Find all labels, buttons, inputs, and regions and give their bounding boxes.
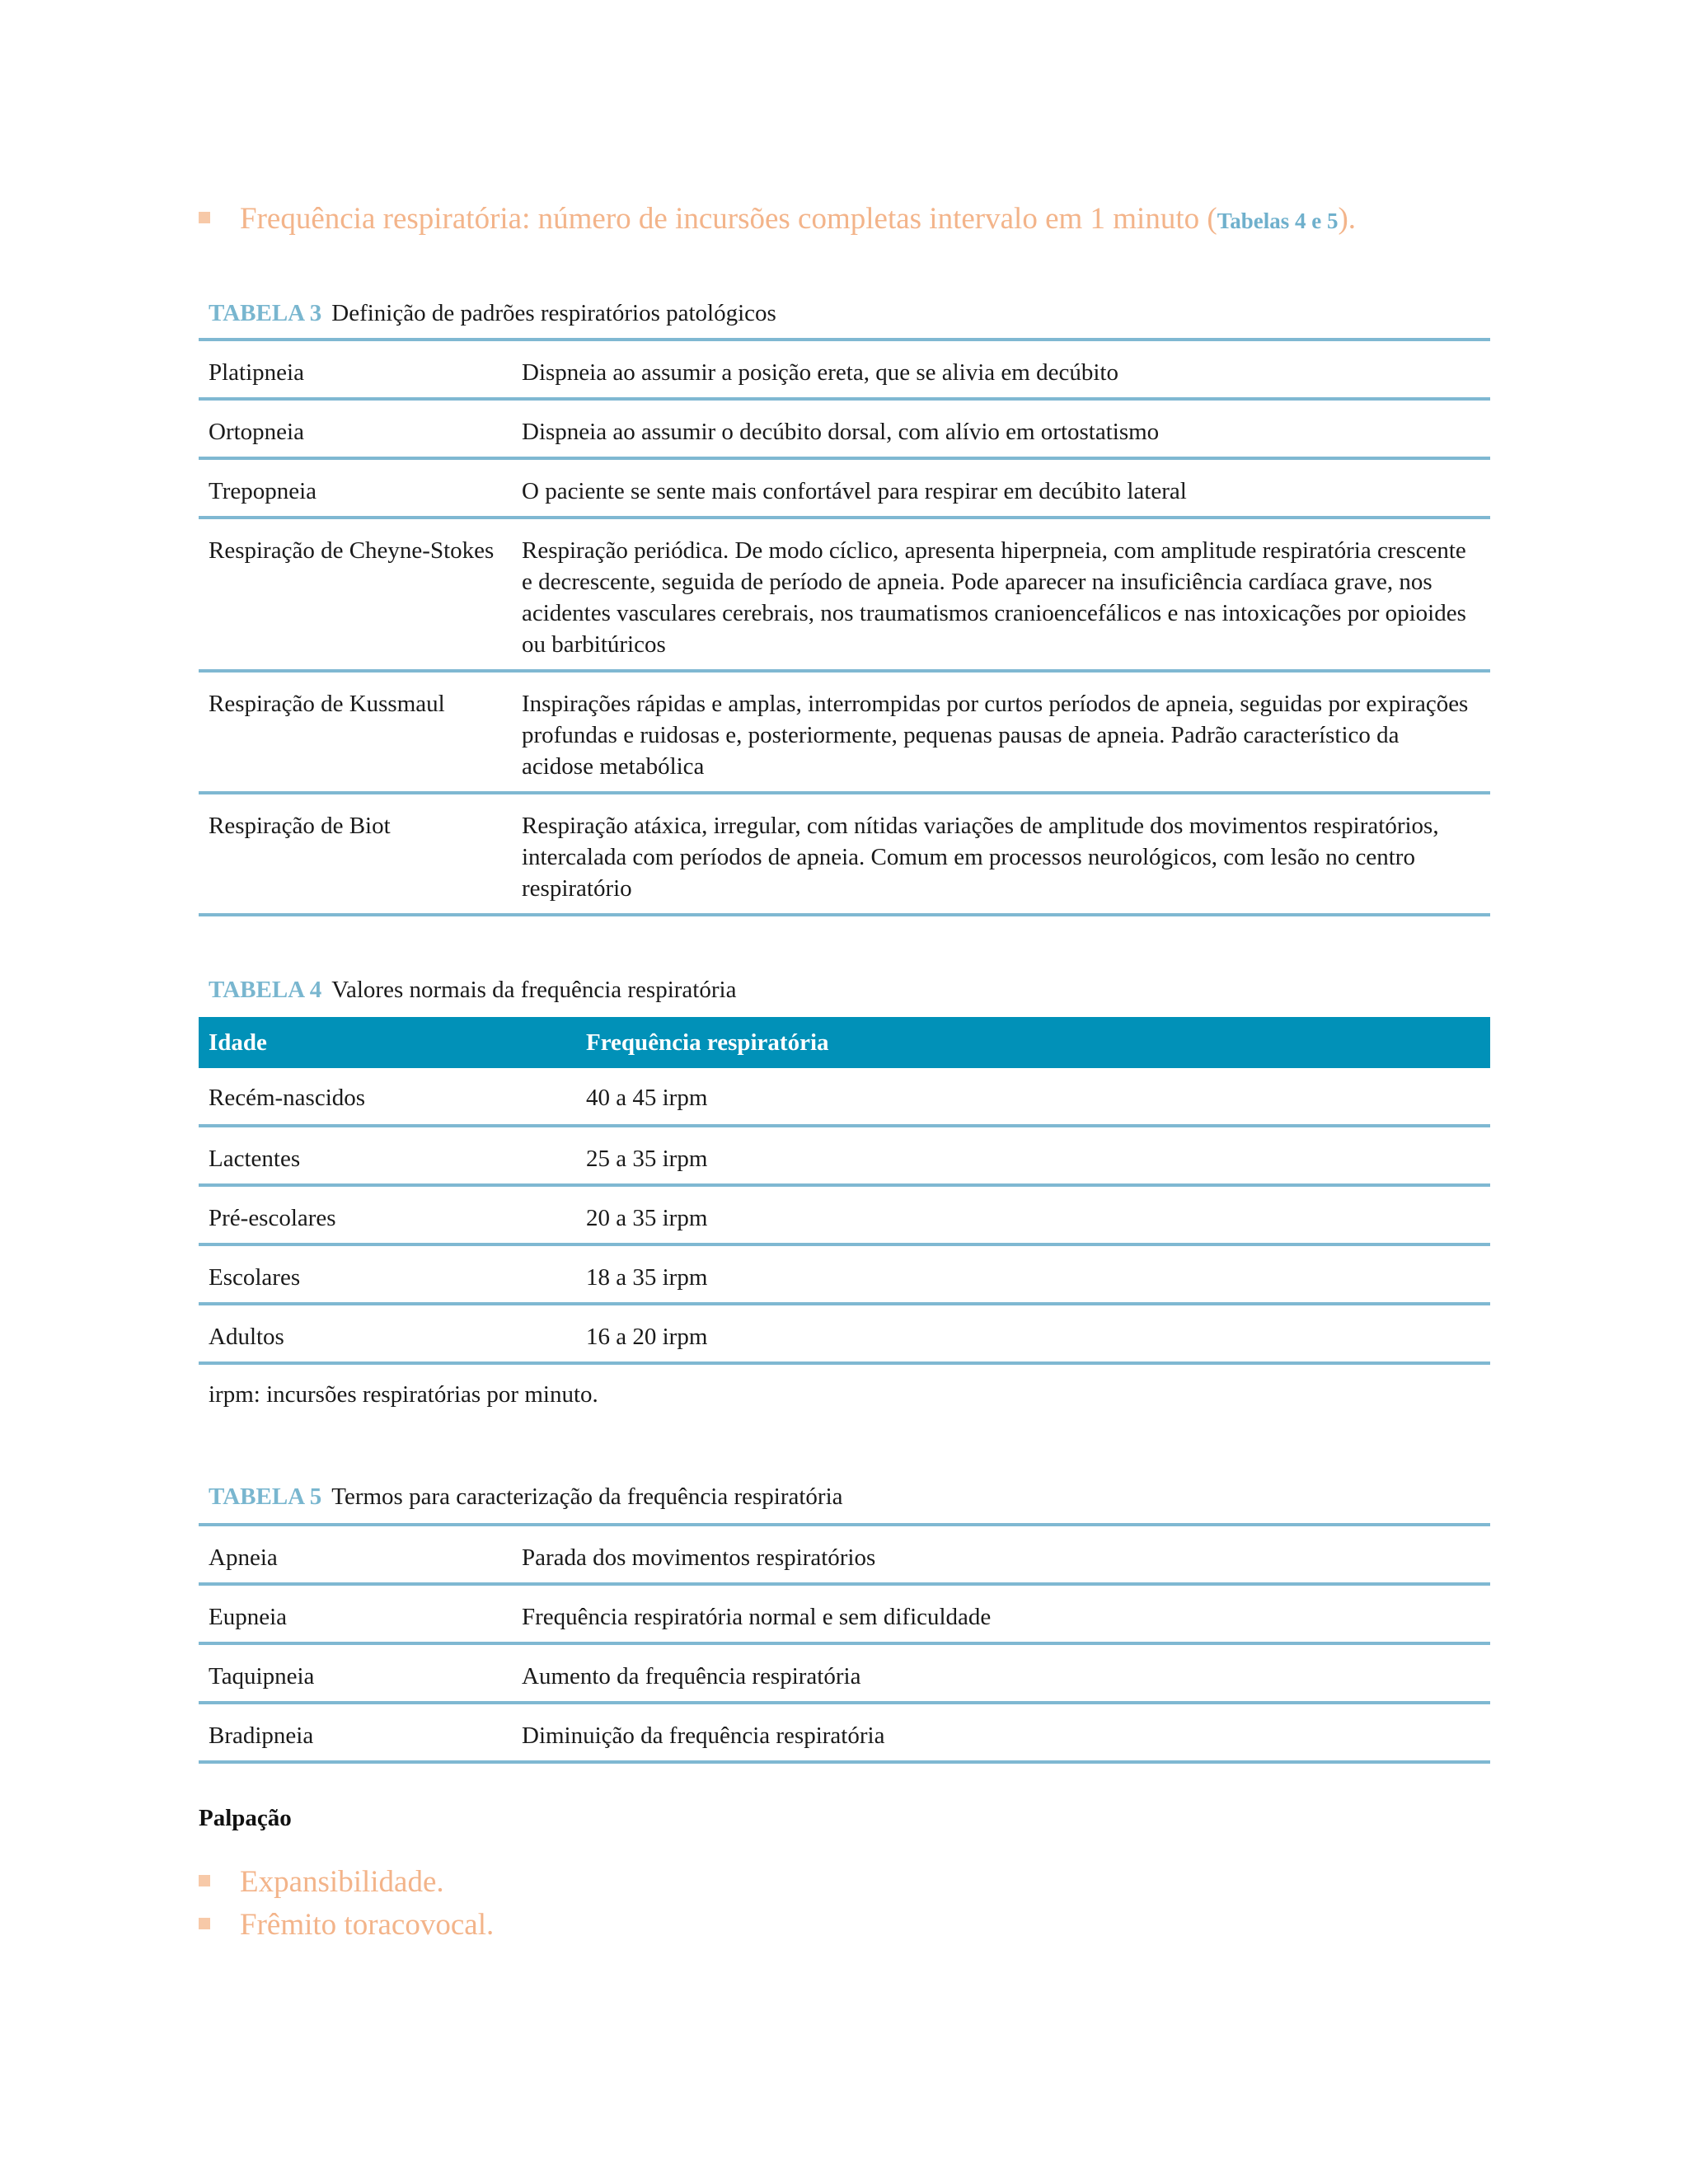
table-row bbox=[199, 1704, 1490, 1760]
table-definition: Inspirações rápidas e amplas, interrompidas por curtos períodos de apneia, seguidas por expirações profundas e ruidosas e, posteriormente, pequenas pausas de apneia. Padrão característico da acidose metabólica bbox=[522, 691, 1469, 780]
table-row bbox=[199, 673, 1490, 791]
table4-caption bbox=[209, 977, 736, 1004]
table3-number: TABELA 3 bbox=[209, 300, 322, 326]
table5 bbox=[199, 1523, 1490, 1764]
table-row bbox=[199, 1586, 1490, 1642]
table-reference-link[interactable]: Tabelas 4 e 5 bbox=[1217, 209, 1339, 233]
table-rule bbox=[199, 913, 1490, 916]
section-heading-palpacao: Palpação bbox=[199, 1805, 292, 1831]
table-age: Escolares bbox=[209, 1264, 301, 1291]
table-definition: Respiração periódica. De modo cíclico, apresenta hiperpneia, com amplitude respiratória crescente e decrescente, seguida de período de apneia. Pode aparecer na insuficiência cardíaca grave, nos acidentes vasculares cerebrais, nos traumatismos cranioencefálicos e nas intoxicações por opioides ou barbitúricos bbox=[522, 537, 1466, 658]
table-definition: Parada dos movimentos respiratórios bbox=[522, 1544, 876, 1571]
intro-bullet bbox=[199, 201, 1356, 237]
palpacao-bullet bbox=[199, 1864, 444, 1900]
table-term: Taquipneia bbox=[209, 1663, 315, 1690]
table3-caption bbox=[209, 300, 776, 327]
table-term: Respiração de Kussmaul bbox=[209, 691, 445, 717]
table-term: Bradipneia bbox=[209, 1722, 314, 1749]
palpacao-item: Frêmito toracovocal. bbox=[240, 1908, 495, 1942]
table-rate: 18 a 35 irpm bbox=[586, 1264, 708, 1291]
square-bullet-icon bbox=[199, 1875, 210, 1886]
table-row bbox=[199, 519, 1490, 669]
table-term: Eupneia bbox=[209, 1604, 288, 1630]
table-definition: Frequência respiratória normal e sem dificuldade bbox=[522, 1604, 992, 1630]
table5-title: Termos para caracterização da frequência respiratória bbox=[331, 1483, 843, 1510]
table-term: Respiração de Cheyne-Stokes bbox=[209, 537, 495, 564]
table-row bbox=[199, 1127, 1490, 1183]
square-bullet-icon bbox=[199, 212, 210, 223]
table-age: Pré-escolares bbox=[209, 1205, 336, 1231]
table-definition: Dispneia ao assumir o decúbito dorsal, com alívio em ortostatismo bbox=[522, 419, 1160, 445]
table-term: Respiração de Biot bbox=[209, 813, 391, 839]
table-age: Adultos bbox=[209, 1324, 284, 1350]
table-rate: 16 a 20 irpm bbox=[586, 1324, 708, 1350]
palpacao-bullet bbox=[199, 1907, 494, 1943]
table3 bbox=[199, 338, 1490, 916]
table-term: Platipneia bbox=[209, 359, 304, 386]
table-row bbox=[199, 401, 1490, 457]
table-definition: Diminuição da frequência respiratória bbox=[522, 1722, 885, 1749]
table-term: Apneia bbox=[209, 1544, 278, 1571]
table-term: Trepopneia bbox=[209, 478, 317, 504]
table-row bbox=[199, 1526, 1490, 1582]
table-rate: 20 a 35 irpm bbox=[586, 1205, 708, 1231]
table-rate: 25 a 35 irpm bbox=[586, 1146, 708, 1172]
table-definition: Aumento da frequência respiratória bbox=[522, 1663, 861, 1690]
header-age: Idade bbox=[209, 1029, 267, 1056]
table-row bbox=[199, 1068, 1490, 1124]
table4-header-row bbox=[199, 1017, 1490, 1068]
table-rule bbox=[199, 1760, 1490, 1764]
table-age: Recém-nascidos bbox=[209, 1085, 366, 1111]
table5-caption bbox=[209, 1483, 843, 1511]
table3-title: Definição de padrões respiratórios patológicos bbox=[331, 300, 776, 326]
table4-footnote: irpm: incursões respiratórias por minuto. bbox=[209, 1381, 598, 1408]
palpacao-item: Expansibilidade. bbox=[240, 1865, 444, 1899]
table4-number: TABELA 4 bbox=[209, 977, 322, 1003]
table5-number: TABELA 5 bbox=[209, 1483, 322, 1510]
table-row bbox=[199, 794, 1490, 913]
table-row bbox=[199, 1645, 1490, 1701]
table-definition: Dispneia ao assumir a posição ereta, que se alivia em decúbito bbox=[522, 359, 1118, 386]
table-definition: Respiração atáxica, irregular, com nítidas variações de amplitude dos movimentos respiratórios, intercalada com períodos de apneia. Comum em processos neurológicos, com lesão no centro respiratório bbox=[522, 813, 1439, 902]
table-rate: 40 a 45 irpm bbox=[586, 1085, 708, 1111]
table-definition: O paciente se sente mais confortável para respirar em decúbito lateral bbox=[522, 478, 1187, 504]
table-row bbox=[199, 341, 1490, 397]
table4 bbox=[199, 1017, 1490, 1408]
table-term: Ortopneia bbox=[209, 419, 304, 445]
table-rule bbox=[199, 1361, 1490, 1365]
table-row bbox=[199, 1187, 1490, 1243]
intro-bullet-text: Frequência respiratória: número de incursões completas intervalo em 1 minuto (Tabelas 4 e 5). bbox=[240, 202, 1357, 236]
table-row bbox=[199, 1246, 1490, 1302]
table4-title: Valores normais da frequência respiratória bbox=[331, 977, 737, 1003]
table-row bbox=[199, 1305, 1490, 1361]
square-bullet-icon bbox=[199, 1918, 210, 1929]
table-row bbox=[199, 460, 1490, 516]
table-age: Lactentes bbox=[209, 1146, 301, 1172]
header-rate: Frequência respiratória bbox=[586, 1029, 829, 1056]
